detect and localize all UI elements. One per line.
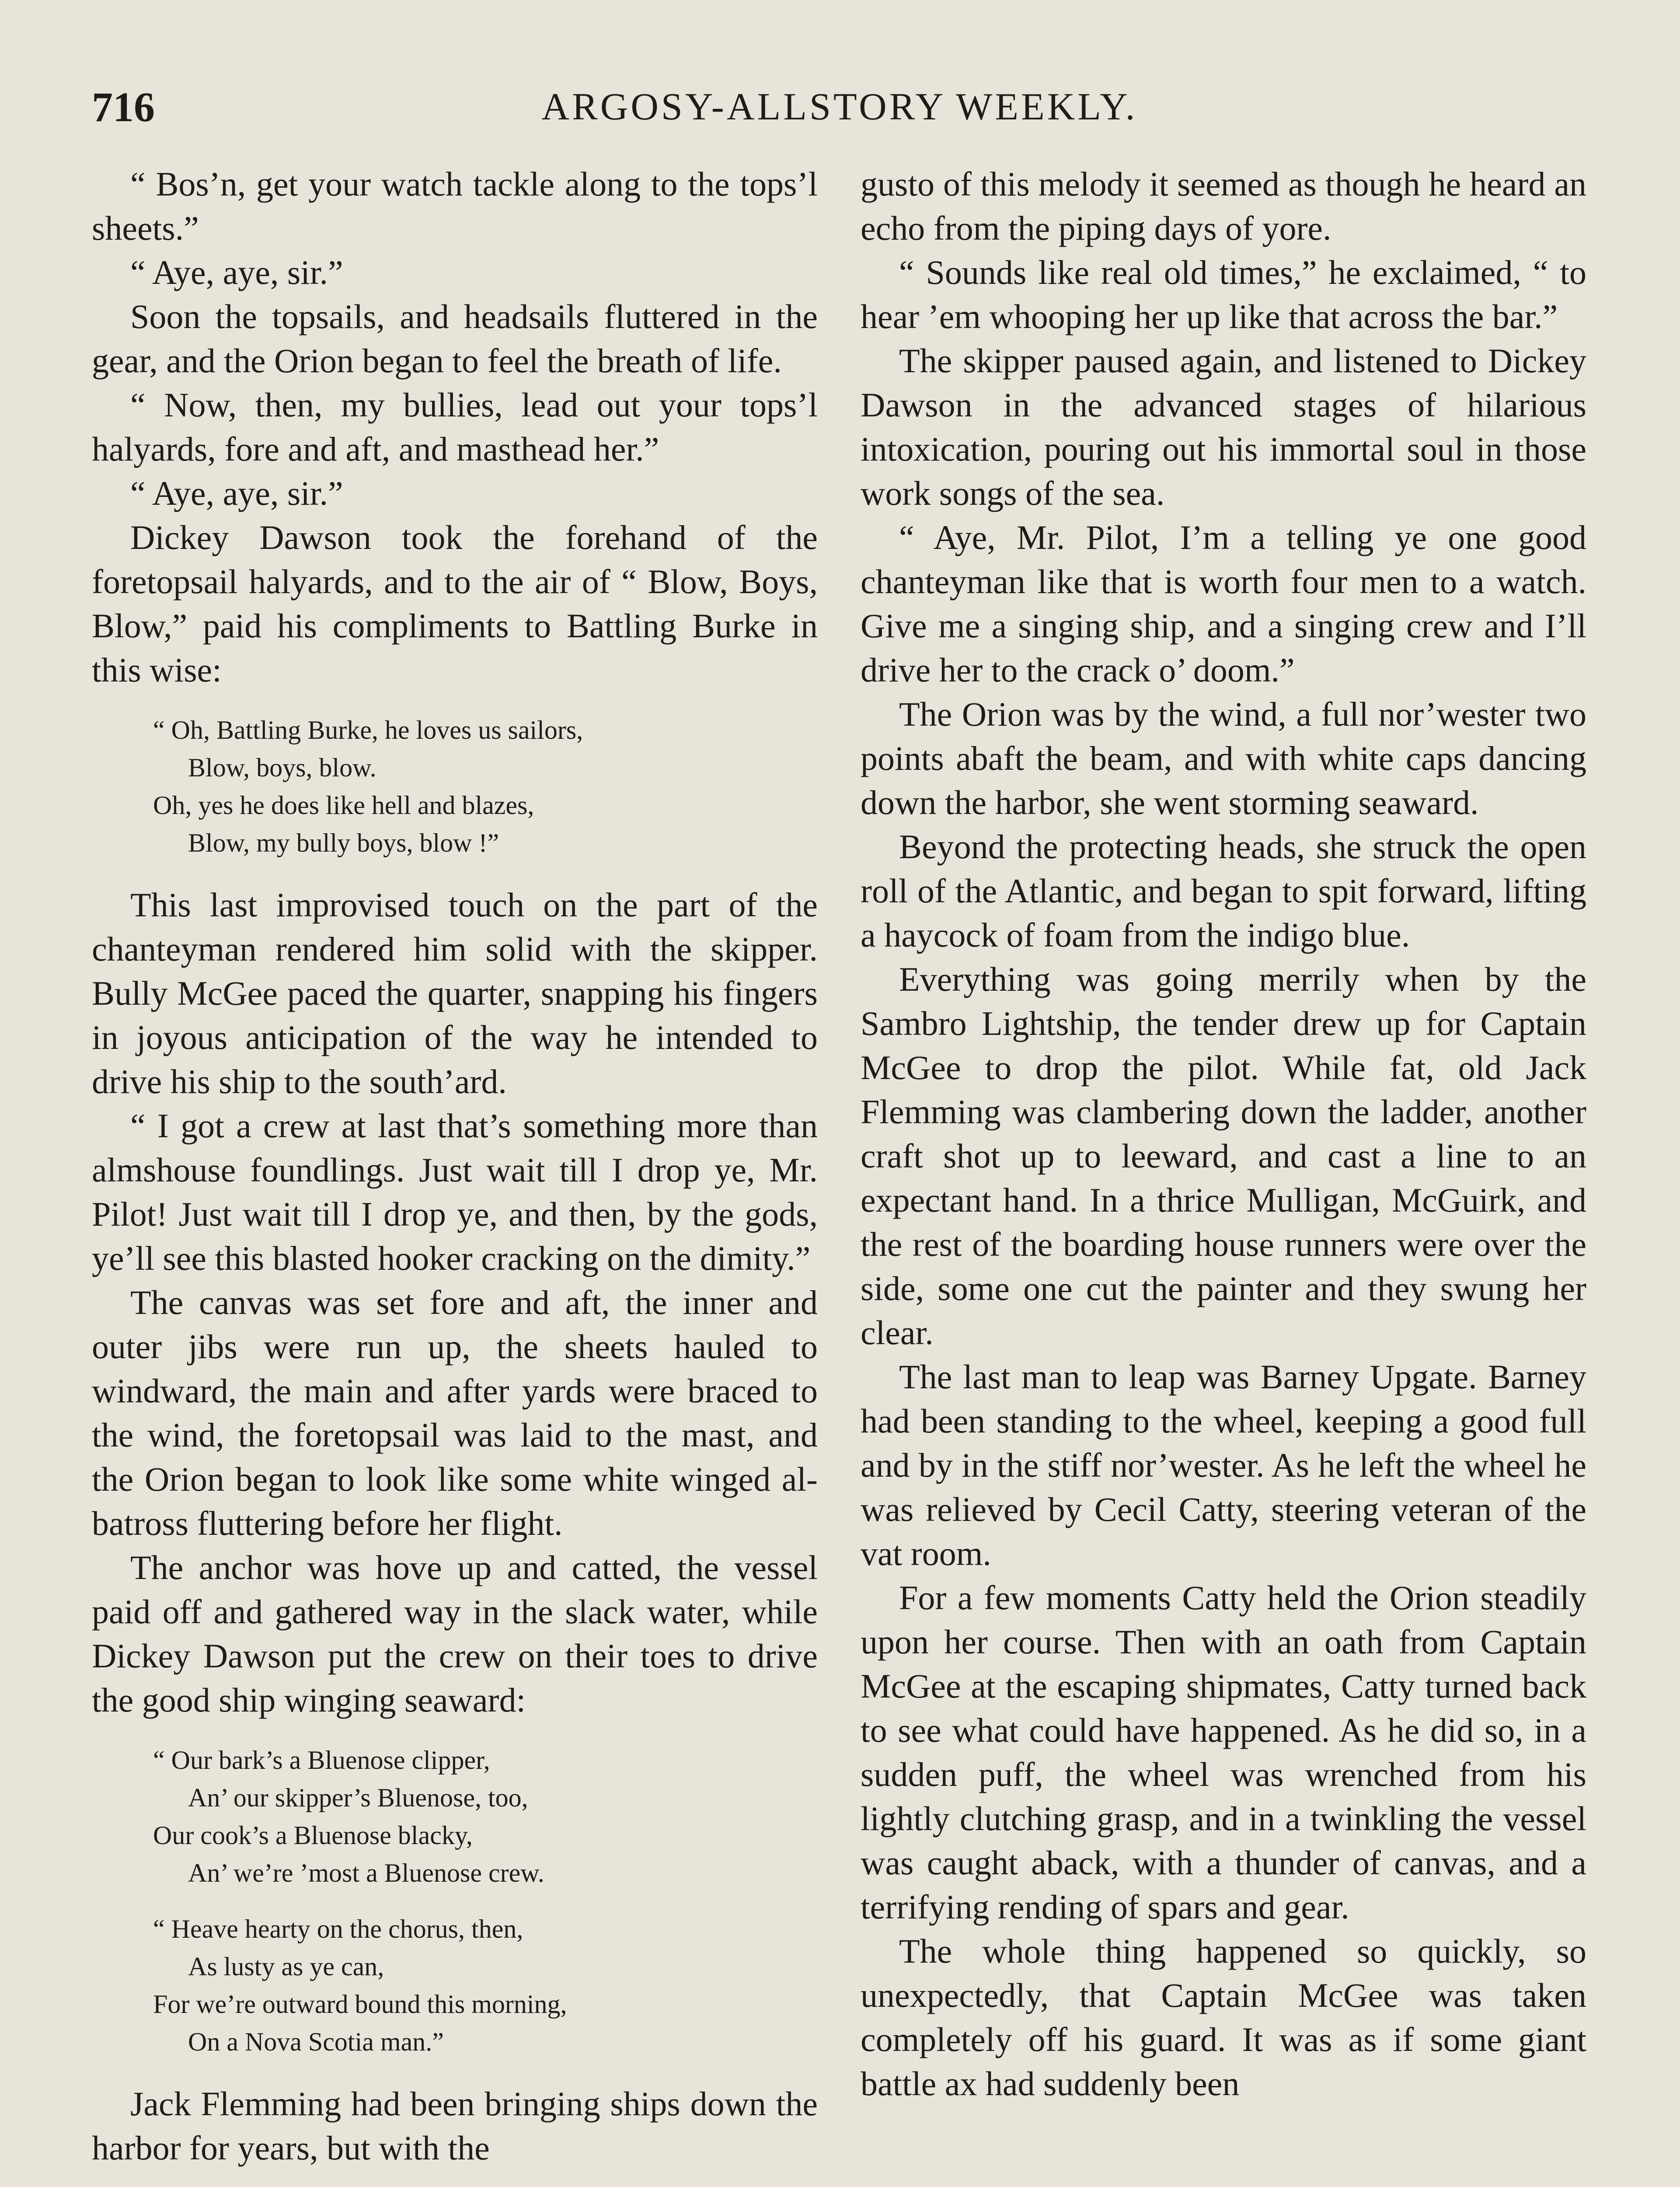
stanza-gap bbox=[153, 1892, 818, 1910]
paragraph: “ I got a crew at last that’s something more than almshouse foundlings. Just wait till I drop ye, Mr. Pilot! Just wait till I drop ye, and then, by the gods, ye’ll see this blasted hooker cracking on the dimity.” bbox=[92, 1107, 818, 1277]
paragraph: The Orion was by the wind, a full nor’wester two points abaft the beam, and with white caps dancing down the harbor, she went storming seaward. bbox=[861, 695, 1586, 821]
paragraph: Jack Flemming had been bringing ships down the harbor for years, but with the bbox=[92, 2085, 818, 2167]
paragraph: Soon the topsails, and headsails fluttered in the gear, and the Orion began to feel the breath of life. bbox=[92, 297, 818, 380]
paragraph: The skipper paused again, and listened to Dickey Dawson in the advanced stages of hilarious intoxication, pouring out his immortal soul in those work songs of the sea. bbox=[861, 342, 1586, 512]
running-head bbox=[92, 77, 1587, 138]
verse-line: Oh, yes he does like hell and blazes, bbox=[153, 791, 534, 820]
chantey-verse bbox=[153, 711, 818, 862]
paragraph: “ Aye, aye, sir.” bbox=[130, 253, 343, 291]
paragraph: This last improvised touch on the part of the chanteyman rendered him solid with the skipper. Bully McGee paced the quarter, snapping his fingers in joyous anticipation of the way he intended to drive his ship to the south’ard. bbox=[92, 886, 818, 1100]
paragraph-continued: gusto of this melody it seemed as though he heard an echo from the piping days of yore. bbox=[861, 165, 1586, 247]
paragraph: Beyond the protecting heads, she struck the open roll of the Atlantic, and began to spit forward, lifting a haycock of foam from the indigo blue. bbox=[861, 828, 1586, 954]
left-column bbox=[92, 162, 818, 2170]
page-number: 716 bbox=[92, 84, 155, 130]
verse-line: Blow, my bully boys, blow !” bbox=[188, 828, 499, 857]
verse-line: “ Oh, Battling Burke, he loves us sailors, bbox=[153, 716, 583, 744]
verse-line: For we’re outward bound this morning, bbox=[153, 1990, 567, 2019]
paragraph: The last man to leap was Barney Upgate. Barney had been standing to the wheel, keeping a good full and by in the stiff nor’wester. As he left the wheel he was relieved by Cecil Catty, steering veteran of the vat room. bbox=[861, 1358, 1586, 1572]
chantey-verse bbox=[153, 1741, 818, 2061]
verse-line: An’ we’re ’most a Bluenose crew. bbox=[188, 1859, 544, 1887]
paragraph: Everything was going merrily when by the Sambro Lightship, the tender drew up for Captain McGee to drop the pilot. While fat, old Jack Flemming was clambering down the ladder, another craft shot up to leeward, and cast a line to an expectant hand. In a thrice Mulligan, McGuirk, and the rest of the boarding house runners were over the side, some one cut the painter and they swung her clear. bbox=[861, 960, 1586, 1352]
paragraph: The anchor was hove up and catted, the vessel paid off and gathered way in the slack water, while Dickey Dawson put the crew on their toes to drive the good ship winging seaward: bbox=[92, 1548, 818, 1719]
verse-line: As lusty as ye can, bbox=[188, 1952, 384, 1981]
right-column bbox=[861, 162, 1586, 2106]
verse-line: “ Our bark’s a Bluenose clipper, bbox=[153, 1746, 490, 1775]
verse-line: Blow, boys, blow. bbox=[188, 753, 376, 782]
paragraph: “ Sounds like real old times,” he exclaimed, “ to hear ’em whooping her up like that across the bar.” bbox=[861, 253, 1586, 335]
paragraph: Dickey Dawson took the forehand of the foretopsail halyards, and to the air of “ Blow, Boys, Blow,” paid his compliments to Battling Burke in this wise: bbox=[92, 518, 818, 689]
verse-line: On a Nova Scotia man.” bbox=[188, 2027, 444, 2056]
paragraph: “ Aye, Mr. Pilot, I’m a telling ye one good chanteyman like that is worth four men to a watch. Give me a singing ship, and a singing crew and I’ll drive her to the crack o’ doom.” bbox=[861, 518, 1586, 689]
paragraph: “ Bos’n, get your watch tackle along to the tops’l sheets.” bbox=[92, 165, 818, 247]
paragraph: The whole thing happened so quickly, so unexpectedly, that Captain McGee was taken completely off his guard. It was as if some giant battle ax had suddenly been bbox=[861, 1932, 1586, 2103]
verse-line: Our cook’s a Bluenose blacky, bbox=[153, 1821, 473, 1850]
verse-line: “ Heave hearty on the chorus, then, bbox=[153, 1914, 523, 1943]
paragraph: “ Aye, aye, sir.” bbox=[130, 474, 343, 512]
paragraph: “ Now, then, my bullies, lead out your tops’l halyards, fore and aft, and masthead her.” bbox=[92, 386, 818, 468]
paragraph: For a few moments Catty held the Orion steadily upon her course. Then with an oath from Captain McGee at the escaping shipmates, Catty turned back to see what could have happened. As he did so, in a sudden puff, the wheel was wrenched from his lightly clutching grasp, and in a twinkling the vessel was caught aback, with a thunder of canvas, and a terrifying rending of spars and gear. bbox=[861, 1579, 1586, 1926]
magazine-title: ARGOSY-ALLSTORY WEEKLY. bbox=[541, 86, 1138, 128]
verse-line: An’ our skipper’s Bluenose, too, bbox=[188, 1783, 528, 1812]
paragraph: The canvas was set fore and aft, the inner and outer jibs were run up, the sheets hauled to windward, the main and after yards were braced to the wind, the foretopsail was laid to the mast, and the Orion began to look like some white winged albatross fluttering before her flight. bbox=[92, 1283, 818, 1542]
